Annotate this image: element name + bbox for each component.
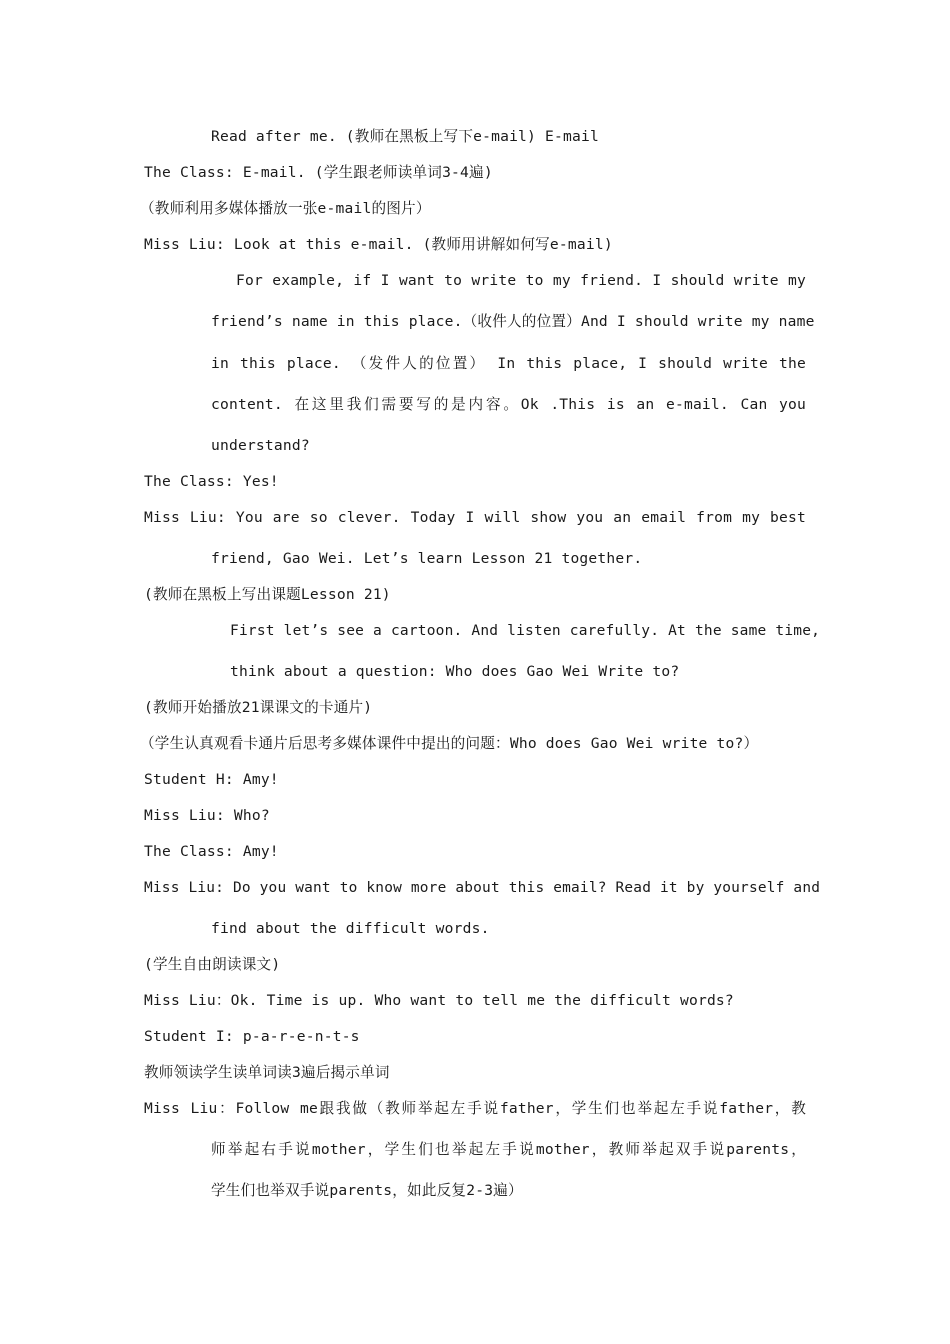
text-line-10: The Class: Yes! bbox=[144, 473, 279, 490]
text-line-13: (教师在黑板上写出课题Lesson 21) bbox=[144, 586, 391, 603]
text-line-6: friend’s name in this place.（收件人的位置）And I should write my name bbox=[211, 313, 815, 330]
text-line-16: (教师开始播放21课课文的卡通片) bbox=[144, 699, 373, 716]
text-line-29: 学生们也举双手说parents，如此反复2-3遍） bbox=[211, 1182, 523, 1199]
text-line-14: First let’s see a cartoon. And listen carefully. At the same time, bbox=[230, 622, 821, 639]
text-line-24: Miss Liu：Ok. Time is up. Who want to tell me the difficult words? bbox=[144, 992, 734, 1009]
text-line-9: understand? bbox=[211, 437, 310, 454]
text-line-23: (学生自由朗读课文) bbox=[144, 956, 281, 973]
text-line-28: 师举起右手说mother，学生们也举起左手说mother，教师举起双手说parents， bbox=[211, 1141, 806, 1158]
text-line-7: in this place. （发件人的位置） In this place, I should write the bbox=[211, 355, 806, 372]
text-line-3: （教师利用多媒体播放一张e-mail的图片） bbox=[140, 200, 431, 217]
text-line-1: Read after me. (教师在黑板上写下e-mail) E-mail bbox=[211, 128, 599, 145]
text-line-21: Miss Liu: Do you want to know more about this email? Read it by yourself and bbox=[144, 879, 821, 896]
text-line-2: The Class: E-mail. (学生跟老师读单词3-4遍) bbox=[144, 164, 493, 181]
text-line-27: Miss Liu：Follow me跟我做（教师举起左手说father，学生们也举起左手说father，教 bbox=[144, 1100, 806, 1117]
text-line-18: Student H: Amy! bbox=[144, 771, 279, 788]
text-line-26: 教师领读学生读单词读3遍后揭示单词 bbox=[144, 1064, 390, 1081]
text-line-19: Miss Liu: Who? bbox=[144, 807, 270, 824]
text-line-5: For example, if I want to write to my friend. I should write my bbox=[236, 272, 806, 289]
text-line-17: （学生认真观看卡通片后思考多媒体课件中提出的问题：Who does Gao Wei write to?） bbox=[140, 735, 759, 752]
text-line-4: Miss Liu: Look at this e-mail. (教师用讲解如何写e-mail) bbox=[144, 236, 613, 253]
text-line-11: Miss Liu: You are so clever. Today I will show you an email from my best bbox=[144, 509, 806, 526]
text-line-12: friend, Gao Wei. Let’s learn Lesson 21 together. bbox=[211, 550, 643, 567]
text-line-8: content. 在这里我们需要写的是内容。Ok .This is an e-mail. Can you bbox=[211, 396, 806, 413]
text-line-22: find about the difficult words. bbox=[211, 920, 490, 937]
text-line-25: Student I: p-a-r-e-n-t-s bbox=[144, 1028, 360, 1045]
text-line-15: think about a question: Who does Gao Wei Write to? bbox=[230, 663, 680, 680]
text-line-20: The Class: Amy! bbox=[144, 843, 279, 860]
